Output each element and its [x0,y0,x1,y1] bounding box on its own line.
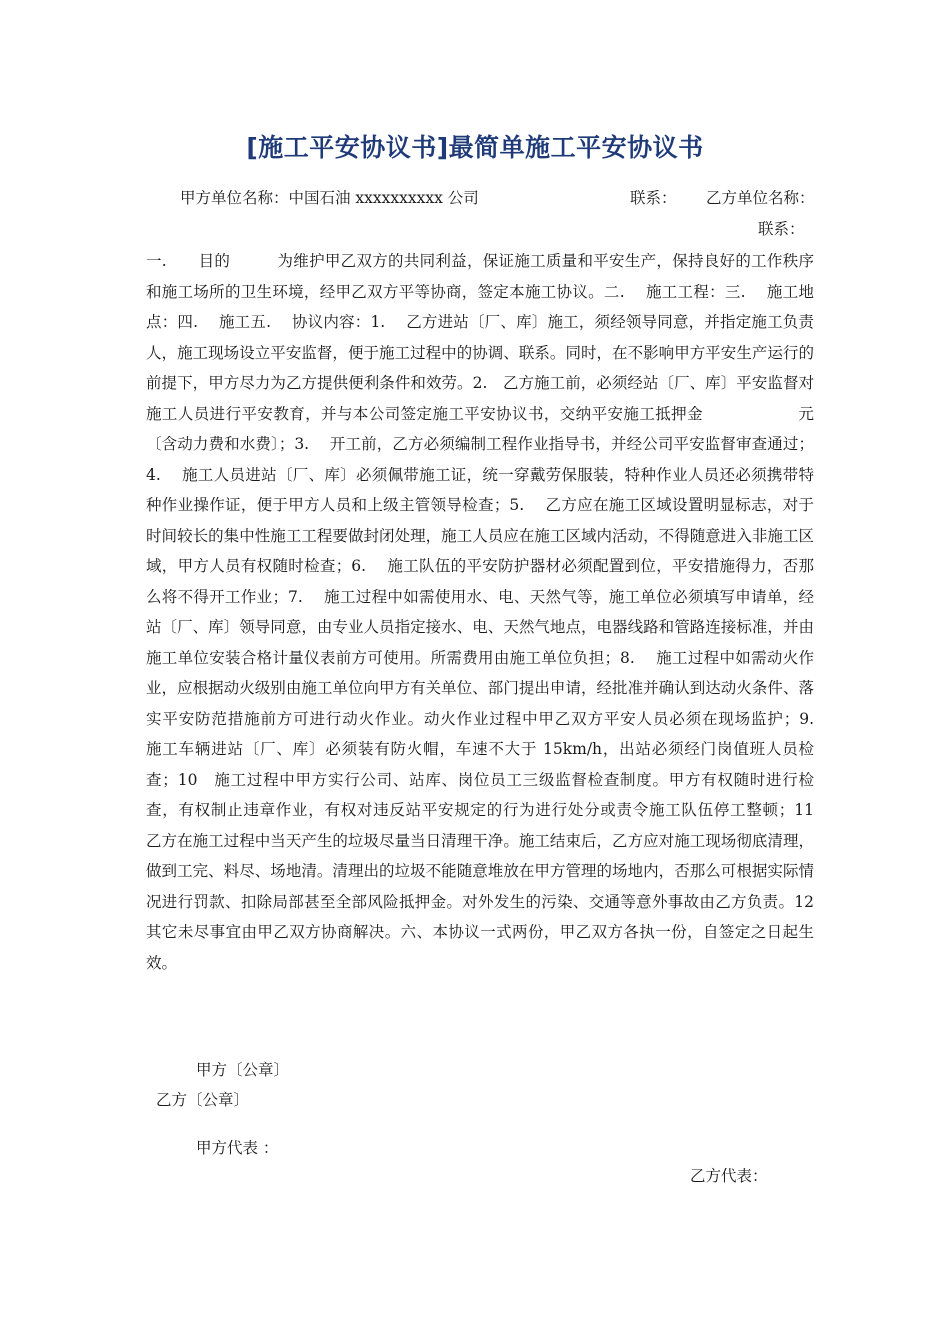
agreement-body [146,246,835,978]
party-b-unit-label: 乙方单位名称： [706,189,815,207]
party-b-representative: 乙方代表： [690,1167,768,1185]
party-a-seal: 甲方〔公章〕 [196,1061,290,1079]
contact-label-2: 联系： [758,220,805,238]
party-b-seal: 乙方〔公章〕 [156,1091,250,1109]
contact-label-1: 联系： [630,189,677,207]
document-title: [施工平安协议书]最简单施工平安协议书 [246,133,704,162]
party-a-representative: 甲方代表 ： [196,1139,279,1157]
party-a-unit-label: 甲方单位名称：中国石油 xxxxxxxxxx 公司 [180,189,479,207]
agreement-body-text: 一. 目的 为维护甲乙双方的共同利益，保证施工质量和平安生产，保持良好的工作秩序和施工场所的卫生环境，经甲乙双方平等协商，签定本施工协议。二. 施工工程：三. 施工地点：四. 施工五. 协议内容：1. 乙方进站〔厂、库〕施工，须经领导同意，并指定施工负责人，施工现场设立平安监督，便于施工过程中的协调、联系。同时，在不影响甲方平安生产运行的前提下，甲方尽力为乙方提供便利条件和效劳。2. 乙方施工前，必须经站〔厂、库〕平安监督对施工人员进行平安教育，并与本公司签定施工平安协议书，交纳平安施工抵押金 元〔含动力费和水费〕；3. 开工前，乙方必须编制工程作业指导书，并经公司平安监督审查通过；4. 施工人员进站〔厂、库〕必须佩带施工证，统一穿戴劳保服装，特种作业人员还必须携带特种作业操作证，便于甲方人员和上级主管领导检查；5. 乙方应在施工区域设置明显标志，对于时间较长的集中性施工工程要做封闭处理，施工人员应在施工区域内活动，不得随意进入非施工区域，甲方人员有权随时检查；6. 施工队伍的平安防护器材必须配置到位，平安措施得力，否那么将不得开工作业；7. 施工过程中如需使用水、电、天然气等，施工单位必须填写申请单，经站〔厂、库〕领导同意，由专业人员指定接水、电、天然气地点，电器线路和管路连接标准，并由施工单位安装合格计量仪表前方可使用。所需费用由施工单位负担；8. 施工过程中如需动火作业，应根据动火级别由施工单位向甲方有关单位、部门提出申请，经批准并确认到达动火条件、落实平安防范措施前方可进行动火作业。动火作业过程中甲乙双方平安人员必须在现场监护；9. 施工车辆进站〔厂、库〕必须装有防火帽，车速不大于 15km/h，出站必须经门岗值班人员检查；10 施工过程中甲方实行公司、站库、岗位员工三级监督检查制度。甲方有权随时进行检查，有权制止违章作业，有权对违反站平安规定的行为进行处分或责令施工队伍停工整顿；11 乙方在施工过程中当天产生的垃圾尽量当日清理干净。施工结束后，乙方应对施工现场彻底清理，做到工完、料尽、场地清。清理出的垃圾不能随意堆放在甲方管理的场地内，否那么可根据实际情况进行罚款、扣除局部甚至全部风险抵押金。对外发生的污染、交通等意外事故由乙方负责。12其它未尽事宜由甲乙双方协商解决。六、本协议一式两份，甲乙双方各执一份，自签定之日起生效。 [146,252,835,972]
